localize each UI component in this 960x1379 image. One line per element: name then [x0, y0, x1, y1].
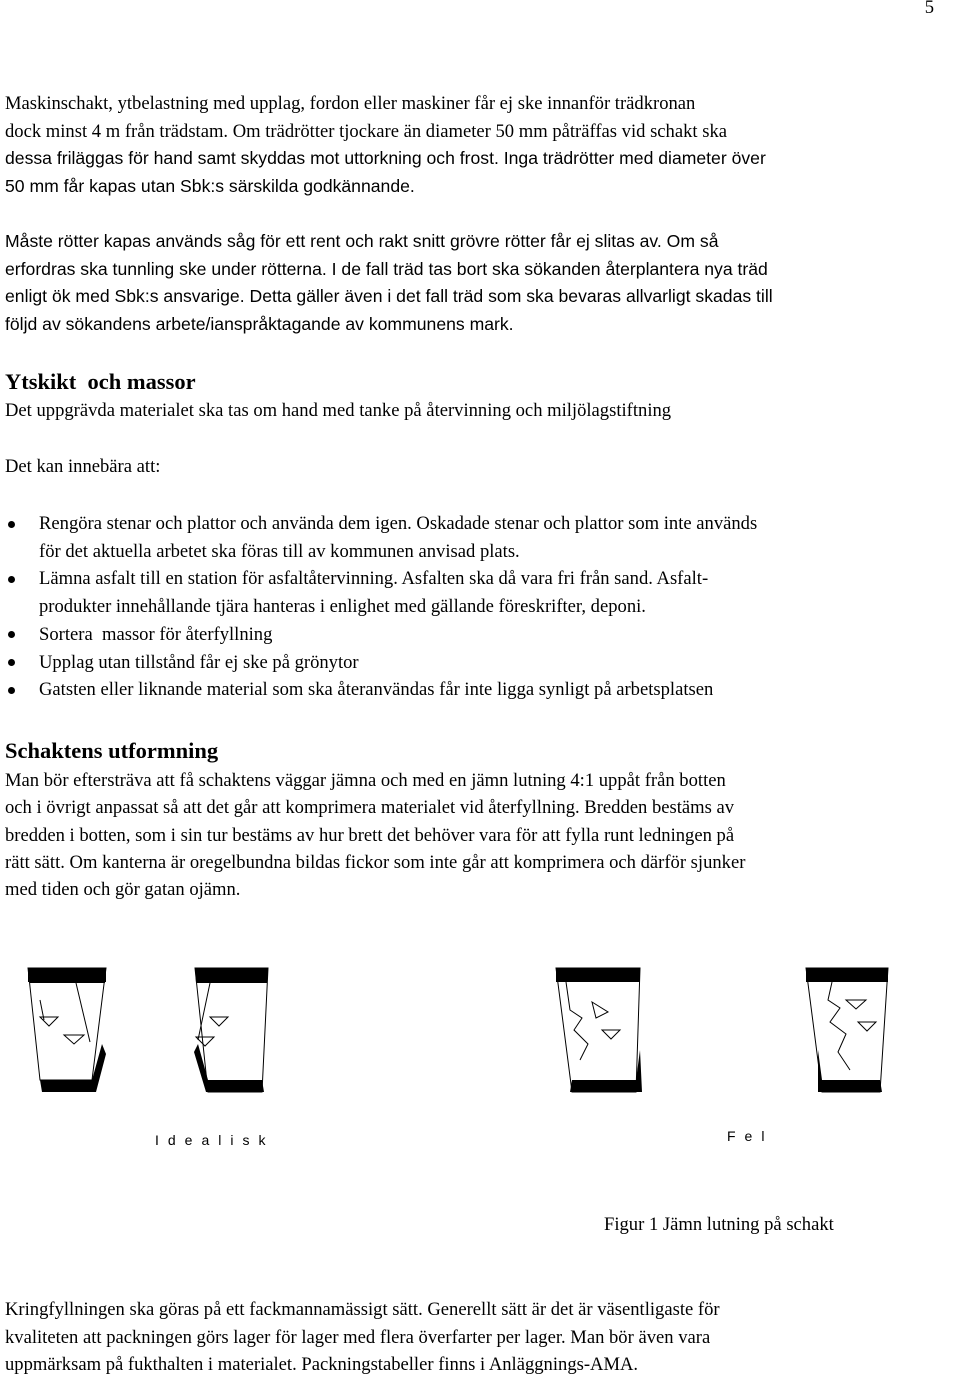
schakt-line: Man bör eftersträva att få schaktens väggar jämna och med en jämn lutning 4:1 uppåt från botten: [5, 770, 726, 791]
bullet-icon: [8, 687, 15, 694]
roots-line: följd av sökandens arbete/ianspråktagande av kommunens mark.: [5, 313, 514, 334]
ytskikt-bullet-list: [5, 510, 960, 704]
list-item: [5, 649, 960, 677]
ytskikt-intro: Det uppgrävda materialet ska tas om hand med tanke på återvinning och miljölagstiftning: [5, 400, 672, 421]
ideal-right-wall: [194, 968, 268, 1092]
list-item-line: Upplag utan tillstånd får ej ske på grönytor: [39, 651, 359, 673]
roots-line: Måste rötter kapas används såg för ett rent och rakt snitt grövre rötter får ej slitas av. Om så: [5, 231, 719, 251]
bullet-icon: [8, 576, 15, 583]
list-item-line: Sortera massor för återfyllning: [39, 623, 273, 645]
bullet-icon: [8, 659, 15, 666]
roots-paragraph: [5, 228, 955, 338]
section-heading-schakt: Schaktens utformning: [5, 738, 219, 763]
intro-line: 50 mm får kapas utan Sbk:s särskilda godkännande.: [5, 175, 415, 196]
figure-label-ideal: Idealisk: [155, 1132, 275, 1148]
wrong-right-wall: [806, 968, 888, 1092]
bullet-icon: [8, 631, 15, 638]
list-item: [5, 510, 960, 565]
closing-line: uppmärksam på fukthalten i materialet. Packningstabeller finns i Anläggnings-AMA.: [5, 1354, 639, 1375]
list-item-line: för det aktuella arbetet ska föras till av kommunen anvisad plats.: [39, 540, 520, 562]
list-item: [5, 676, 960, 704]
list-item-line: Rengöra stenar och plattor och använda dem igen. Oskadade stenar och plattor som inte används: [39, 513, 758, 534]
wrong-left-wall: [556, 968, 642, 1092]
figure-caption: Figur 1 Jämn lutning på schakt: [604, 1214, 834, 1235]
closing-line: kvaliteten att packningen görs lager för lager med flera överfarter per lager. Man bör även vara: [5, 1326, 711, 1348]
closing-paragraph: [5, 1296, 955, 1379]
schakt-line: bredden i botten, som i sin tur bestäms av hur brett det behöver vara för att fylla runt ledningen på: [5, 824, 735, 846]
schakt-line: och i övrigt anpassat så att det går att komprimera materialet vid återfyllning. Bredden bestäms av: [5, 797, 735, 819]
schakt-line: rätt sätt. Om kanterna är oregelbundna bildas fickor som inte går att komprimera och därför sjunker: [5, 851, 746, 873]
roots-line: erfordras ska tunnling ske under rötterna. I de fall träd tas bort ska sökanden återplantera nya träd: [5, 258, 768, 279]
figure-label-wrong: Fel: [727, 1128, 774, 1144]
intro-line: dock minst 4 m från trädstam. Om trädrötter tjockare än diameter 50 mm påträffas vid schakt ska: [5, 120, 728, 142]
bullet-icon: [8, 521, 15, 528]
trench-diagram: [0, 960, 960, 1160]
intro-paragraph: [5, 90, 955, 200]
intro-line: dessa friläggas för hand samt skyddas mot uttorkning och frost. Inga trädrötter med diameter över: [5, 148, 766, 169]
page-number: 5: [924, 0, 934, 18]
list-item: [5, 621, 960, 649]
list-item-line: Gatsten eller liknande material som ska återanvändas får inte ligga synligt på arbetsplatsen: [39, 679, 714, 701]
roots-line: enligt ök med Sbk:s ansvarige. Detta gäller även i det fall träd som ska bevaras allvarligt skadas till: [5, 286, 773, 307]
schakt-paragraph: [5, 767, 955, 903]
ideal-left-wall: [28, 968, 106, 1092]
figure-trench-profiles: [0, 960, 960, 1160]
list-item: [5, 565, 960, 620]
section-heading-ytskikt: Ytskikt och massor: [5, 369, 196, 394]
list-item-line: Lämna asfalt till en station för asfaltåtervinning. Asfalten ska då vara fri från sand. Asfalt-: [39, 568, 709, 590]
ytskikt-lead: Det kan innebära att:: [5, 456, 161, 477]
list-item-line: produkter innehållande tjära hanteras i enlighet med gällande föreskrifter, deponi.: [39, 596, 646, 618]
closing-line: Kringfyllningen ska göras på ett fackmannamässigt sätt. Generellt sätt är det är väsentligaste för: [5, 1299, 720, 1320]
schakt-line: med tiden och gör gatan ojämn.: [5, 879, 241, 901]
intro-line: Maskinschakt, ytbelastning med upplag, fordon eller maskiner får ej ske innanför trädkronan: [5, 93, 696, 114]
